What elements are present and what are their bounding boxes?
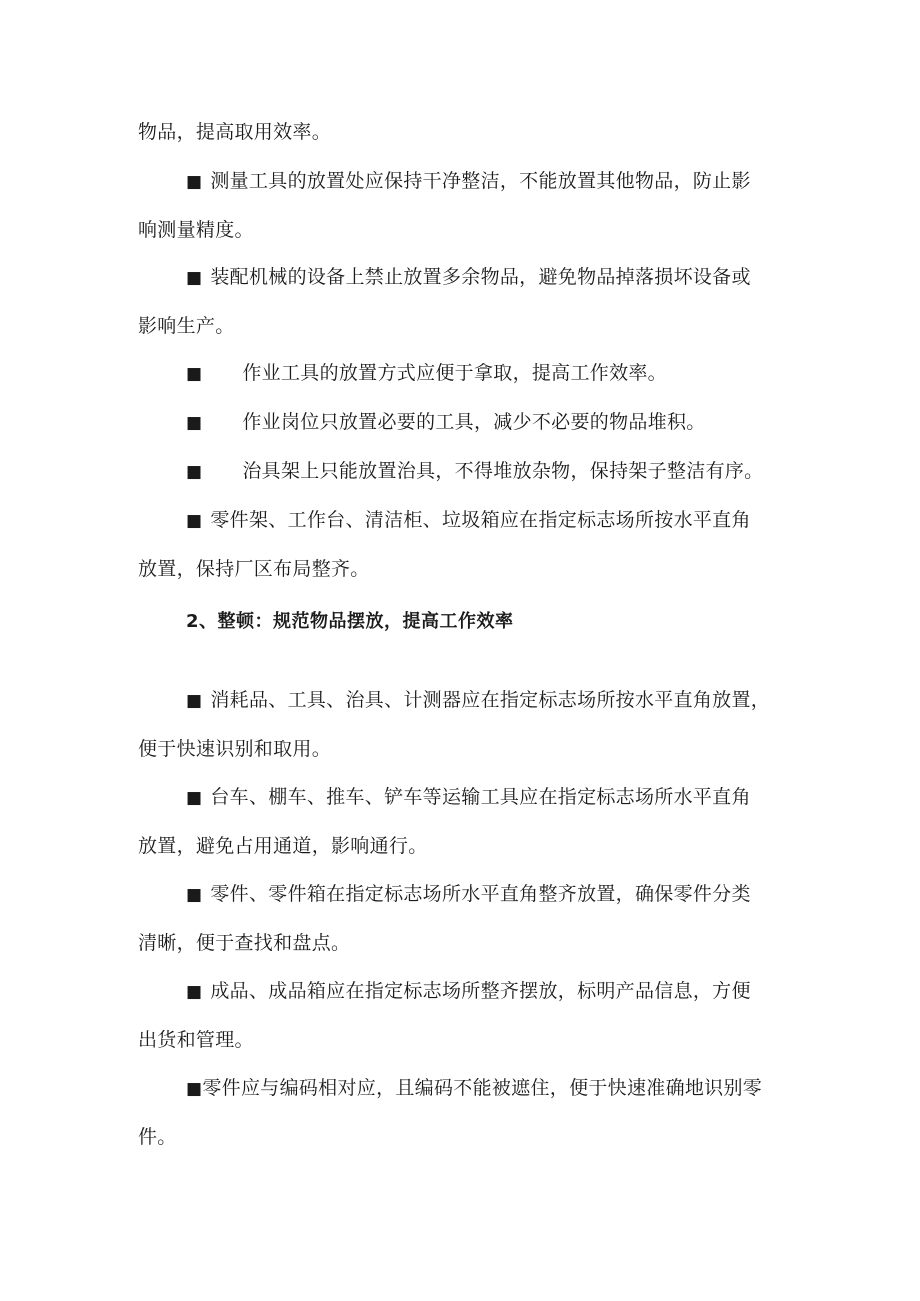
- bullet-square-icon: ■: [186, 691, 203, 711]
- bullet-square-icon: ■: [186, 413, 203, 433]
- text-line: 放置，保持厂区布局整齐。: [138, 558, 370, 580]
- text-line: 件。: [138, 1126, 177, 1148]
- bullet-paragraph: [138, 253, 786, 350]
- bullet-paragraph: [138, 349, 786, 398]
- text-line: 作业岗位只放置必要的工具，减少不必要的物品堆积。: [242, 411, 706, 433]
- text-line: 作业工具的放置方式应便于拿取，提高工作效率。: [242, 362, 667, 384]
- bullet-square-icon: ■: [186, 268, 203, 288]
- text-line: 测量工具的放置处应保持干净整洁，不能放置其他物品，防止影: [210, 170, 751, 192]
- bullet-paragraph: [138, 773, 786, 870]
- text-line: 影响生产。: [138, 315, 235, 337]
- bullet-square-icon: ■: [186, 172, 203, 192]
- bullet-square-icon: ■: [186, 788, 203, 808]
- bullet-paragraph: [138, 676, 786, 773]
- bullet-paragraph: [138, 157, 786, 254]
- text-line: 便于快速识别和取用。: [138, 738, 332, 760]
- bullet-paragraph: [138, 496, 786, 593]
- text-line: 台车、棚车、推车、铲车等运输工具应在指定标志场所水平直角: [210, 786, 751, 808]
- section-heading: 2、整顿：规范物品摆放，提高工作效率: [186, 611, 514, 632]
- bullet-paragraph: [138, 447, 786, 496]
- text-line: 出货和管理。: [138, 1029, 254, 1051]
- bullet-paragraph: [138, 967, 786, 1064]
- bullet-paragraph: [138, 870, 786, 967]
- text-line: 物品，提高取用效率。: [138, 121, 332, 143]
- bullet-square-icon: ■: [186, 885, 203, 905]
- bullet-paragraph: [138, 398, 786, 447]
- text-line: 零件、零件箱在指定标志场所水平直角整齐放置，确保零件分类: [210, 883, 751, 905]
- text-line: 消耗品、工具、治具、计测器应在指定标志场所按水平直角放置，: [210, 689, 771, 711]
- bullet-square-icon: ■: [186, 511, 203, 531]
- text-line: 放置，避免占用通道，影响通行。: [138, 835, 428, 857]
- text-line: 清晰，便于查找和盘点。: [138, 932, 351, 954]
- text-line: 响测量精度。: [138, 219, 254, 241]
- text-line: 零件架、工作台、清洁柜、垃圾箱应在指定标志场所按水平直角: [210, 509, 751, 531]
- bullet-square-icon: ■: [186, 462, 203, 482]
- bullet-square-icon: ■: [186, 982, 203, 1002]
- text-line: 零件应与编码相对应，且编码不能被遮住，便于快速准确地识别零: [202, 1077, 763, 1099]
- bullet-square-icon: ■: [186, 1079, 203, 1099]
- text-line: 治具架上只能放置治具，不得堆放杂物，保持架子整洁有序。: [242, 460, 764, 482]
- bullet-paragraph: [138, 1064, 786, 1161]
- text-line: 装配机械的设备上禁止放置多余物品，避免物品掉落损坏设备或: [210, 266, 751, 288]
- text-line: 成品、成品箱应在指定标志场所整齐摆放，标明产品信息，方便: [210, 980, 751, 1002]
- paragraph-continuation: [138, 108, 786, 156]
- bullet-square-icon: ■: [186, 364, 203, 384]
